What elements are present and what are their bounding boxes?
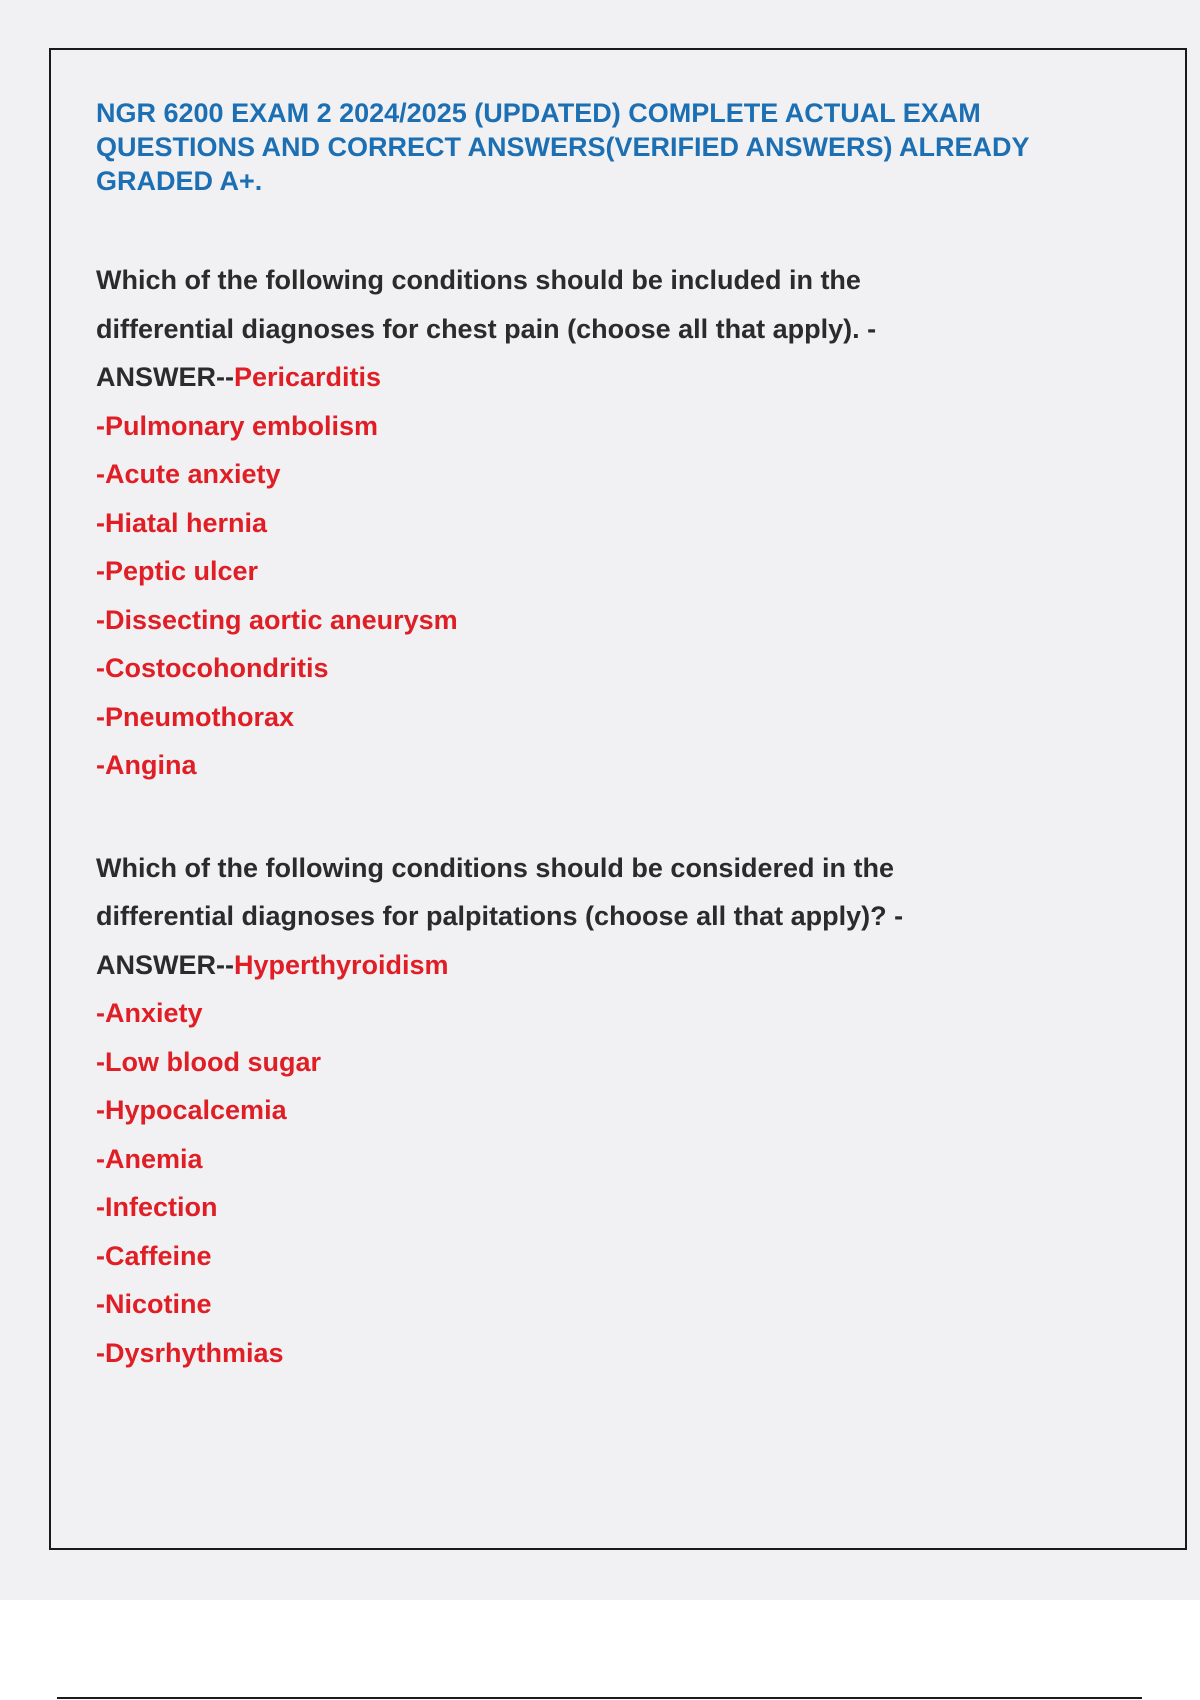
answer-item: -Pulmonary embolism [96,410,379,441]
answer-item: -Anxiety [96,998,203,1028]
answer-item: Hyperthyroidism [233,949,449,980]
answer-item: -Dysrhythmias [96,1337,284,1368]
question-text-line: differential diagnoses for palpitations (choose all that apply)? - [96,901,904,931]
answer-line [96,353,1096,402]
answer-item: -Hiatal hernia [96,507,268,538]
answer-label: ANSWER-- [96,362,234,392]
answer-item: -Angina [96,750,197,780]
question-block-1 [96,256,1096,790]
answer-item: -Caffeine [96,1240,212,1271]
answer-item: -Hypocalcemia [96,1095,287,1125]
question-text-line: Which of the following conditions should be included in the [96,265,861,295]
document-title: NGR 6200 EXAM 2 2024/2025 (UPDATED) COMPLETE ACTUAL EXAM QUESTIONS AND CORRECT ANSWERS(VERIFIED ANSWERS) ALREADY GRADED A+. [96,98,1030,196]
answer-item: -Dissecting aortic aneurysm [96,604,458,635]
answer-item: -Pneumothorax [96,701,295,732]
answer-item: -Acute anxiety [96,459,281,489]
answer-item: Pericarditis [233,362,382,392]
answer-item: -Anemia [96,1143,203,1174]
document-content [96,96,1096,1377]
answer-item: -Infection [96,1192,218,1222]
question-block-2 [96,844,1096,1378]
answer-item: -Nicotine [96,1289,212,1319]
answer-item: -Peptic ulcer [96,556,259,586]
question-text-line: Which of the following conditions should be considered in the [96,852,894,883]
answer-item: -Costocohondritis [96,653,329,683]
question-text-line: differential diagnoses for chest pain (choose all that apply). - [96,313,877,344]
answer-line [96,941,1096,990]
answer-label: ANSWER-- [96,949,234,980]
footer-divider [57,1697,1142,1699]
answer-item: -Low blood sugar [96,1046,321,1077]
